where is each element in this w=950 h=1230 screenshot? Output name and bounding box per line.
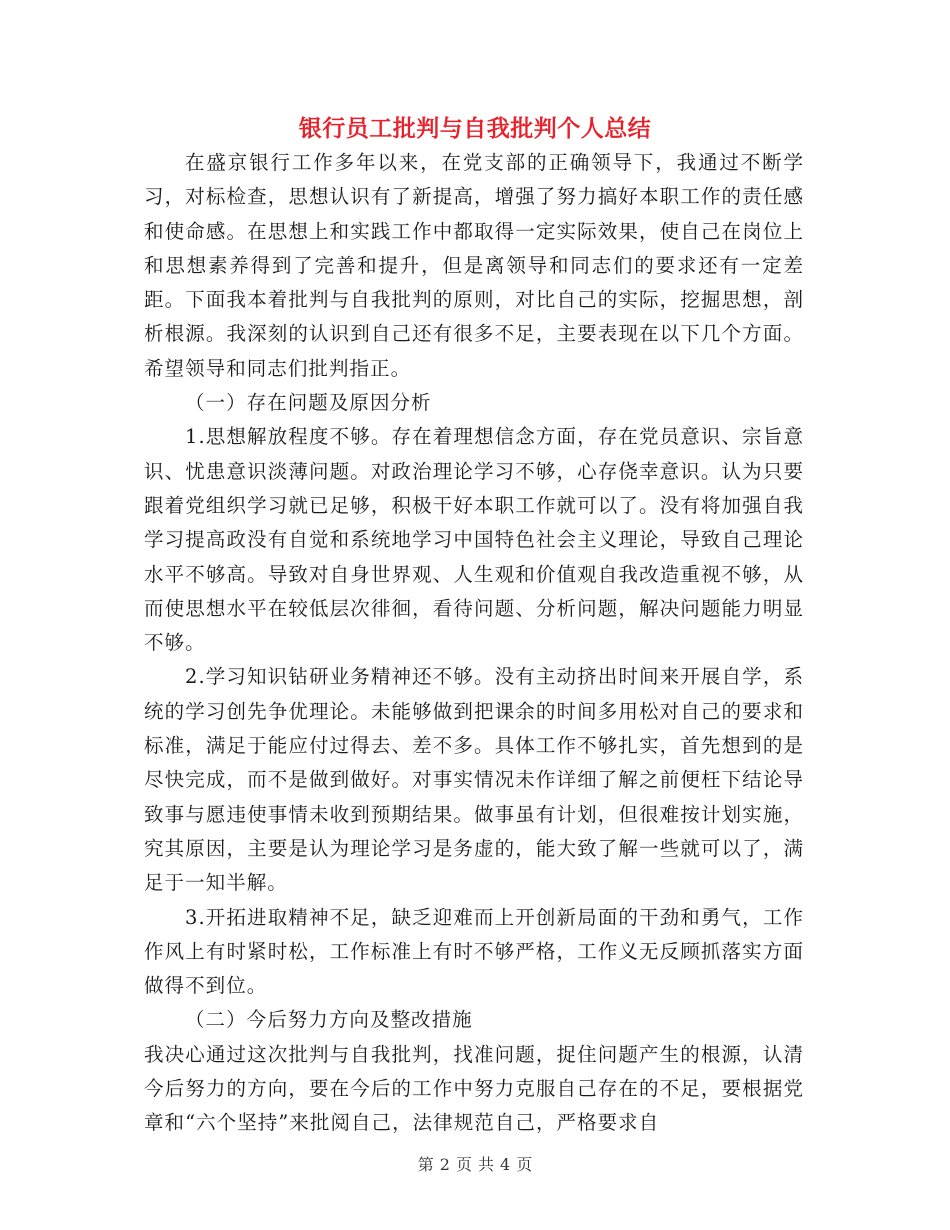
section-heading-measures: （二）今后努力方向及整改措施 xyxy=(185,1008,473,1032)
paragraph-point-3: 3.开拓进取精神不足，缺乏迎难而上开创新局面的干劲和勇气，工作作风上有时紧时松，工作标准上有时不够严格，工作义无反顾抓落实方面做得不到位。 xyxy=(144,905,804,998)
document-body xyxy=(144,146,804,1141)
paragraph-point-2: 2.学习知识钻研业务精神还不够。没有主动挤出时间来开展自学，系统的学习创先争优理论。未能够做到把课余的时间多用松对自己的要求和标准，满足于能应付过得去、差不多。具体工作不够扎实，首先想到的是尽快完成，而不是做到做好。对事实情况未作详细了解之前便枉下结论导致事与愿违使事情未收到预期结果。做事虽有计划，但很难按计划实施，究其原因，主要是认为理论学习是务虚的，能大致了解一些就可以了，满足于一知半解。 xyxy=(144,665,804,895)
footer-total-word: 共 xyxy=(478,1155,495,1174)
footer-prefix: 第 xyxy=(417,1155,434,1174)
page-footer xyxy=(0,1152,950,1175)
paragraph-resolution: 我决心通过这次批判与自我批判，找准问题，捉住问题产生的根源，认清今后努力的方向，要在今后的工作中努力克服自己存在的不足，要根据党章和“六个坚持”来批阅自己，法律规范自己，严格要求自 xyxy=(144,1042,804,1135)
footer-page-number: 2 xyxy=(439,1155,450,1174)
paragraph-point-1: 1.思想解放程度不够。存在着理想信念方面，存在党员意识、宗旨意识、忧患意识淡薄问题。对政治理论学习不够，心存侥幸意识。认为只要跟着党组织学习就已足够，积极干好本职工作就可以了。没有将加强自我学习提高政没有自觉和系统地学习中国特色社会主义理论，导致自己理论水平不够高。导致对自身世界观、人生观和价值观自我改造重视不够，从而使思想水平在较低层次徘徊，看待问题、分析问题，解决问题能力明显不够。 xyxy=(144,425,804,655)
section-heading-problems: （一）存在问题及原因分析 xyxy=(185,391,432,415)
footer-page-word: 页 xyxy=(455,1155,472,1174)
document-title: 银行员工批判与自我批判个人总结 xyxy=(298,116,652,142)
footer-suffix: 页 xyxy=(516,1155,533,1174)
footer-total-pages: 4 xyxy=(500,1155,511,1174)
paragraph-intro: 在盛京银行工作多年以来，在党支部的正确领导下，我通过不断学习，对标检查，思想认识有了新提高，增强了努力搞好本职工作的责任感和使命感。在思想上和实践工作中都取得一定实际效果，使自己在岗位上和思想素养得到了完善和提升，但是离领导和同志们的要求还有一定差距。下面我本着批判与自我批判的原则，对比自己的实际，挖掘思想，剖析根源。我深刻的认识到自己还有很多不足，主要表现在以下几个方面。希望领导和同志们批判指正。 xyxy=(144,151,804,380)
